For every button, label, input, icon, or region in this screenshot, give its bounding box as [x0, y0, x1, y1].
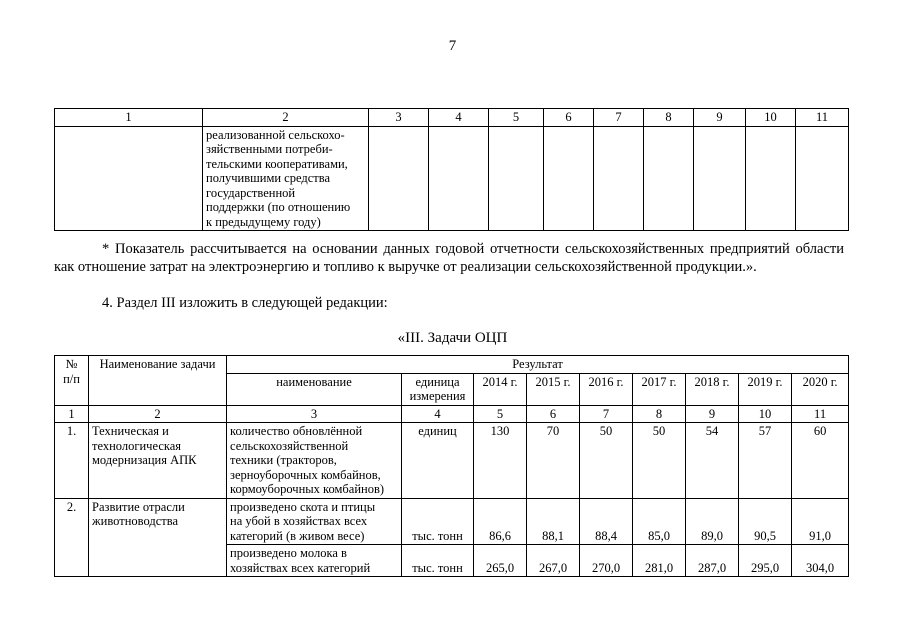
indicator-name: произведено молока в хозяйствах всех категорий	[227, 545, 402, 577]
value-2015: 88,1	[527, 498, 580, 545]
value-2015: 70	[527, 423, 580, 499]
value-2018: 89,0	[686, 498, 739, 545]
value-2020: 60	[792, 423, 849, 499]
row-number: 2.	[55, 498, 89, 577]
column-number: 6	[544, 109, 594, 127]
value-2014: 265,0	[474, 545, 527, 577]
section-instruction: 4. Раздел III изложить в следующей редакции:	[102, 295, 388, 311]
value-2017: 281,0	[633, 545, 686, 577]
continued-indicator-table	[54, 108, 849, 231]
indicator-name: произведено скота и птицы на убой в хозяйствах всех категорий (в живом весе)	[227, 498, 402, 545]
empty-cell	[594, 126, 644, 231]
value-2018: 54	[686, 423, 739, 499]
column-number: 2	[89, 405, 227, 423]
table-header-row	[55, 109, 849, 127]
empty-cell	[544, 126, 594, 231]
value-2020: 91,0	[792, 498, 849, 545]
header-number: № п/п	[55, 356, 89, 406]
empty-cell	[796, 126, 849, 231]
column-number: 4	[402, 405, 474, 423]
empty-cell	[369, 126, 429, 231]
value-2019: 57	[739, 423, 792, 499]
column-number: 10	[746, 109, 796, 127]
unit: тыс. тонн	[402, 498, 474, 545]
column-number-row	[55, 405, 849, 423]
empty-cell	[746, 126, 796, 231]
task-name: Развитие отрасли животноводства	[89, 498, 227, 577]
footnote-paragraph: * Показатель рассчитывается на основании данных годовой отчетности сельскохозяйственных предприятий области как отношение затрат на электроэнергию и топливо к выручке от реализации сельскохозяйственной продукции.».	[54, 241, 844, 275]
page-number: 7	[448, 38, 457, 54]
empty-cell	[429, 126, 489, 231]
row-number: 1.	[55, 423, 89, 499]
column-number: 1	[55, 405, 89, 423]
value-2016: 270,0	[580, 545, 633, 577]
value-2020: 304,0	[792, 545, 849, 577]
empty-cell	[55, 126, 203, 231]
header-indicator-name: наименование	[227, 373, 402, 405]
indicator-name-continued: реализованной сельскохо- зяйственными потреби- тельскими кооперативами, получившими средства государственной поддержки (по отношению к предыдущему году)	[203, 126, 369, 231]
value-2015: 267,0	[527, 545, 580, 577]
column-number: 4	[429, 109, 489, 127]
task-name: Техническая и технологическая модернизация АПК	[89, 423, 227, 499]
table-header-row	[55, 356, 849, 374]
column-number: 3	[369, 109, 429, 127]
column-number: 9	[686, 405, 739, 423]
column-number: 11	[796, 109, 849, 127]
value-2017: 85,0	[633, 498, 686, 545]
value-2019: 295,0	[739, 545, 792, 577]
unit: тыс. тонн	[402, 545, 474, 577]
unit: единиц	[402, 423, 474, 499]
table-row	[55, 423, 849, 499]
value-2016: 50	[580, 423, 633, 499]
header-year: 2016 г.	[580, 373, 633, 405]
column-number: 11	[792, 405, 849, 423]
value-2017: 50	[633, 423, 686, 499]
column-number: 5	[489, 109, 544, 127]
column-number: 7	[580, 405, 633, 423]
header-year: 2017 г.	[633, 373, 686, 405]
column-number: 5	[474, 405, 527, 423]
header-year: 2015 г.	[527, 373, 580, 405]
value-2016: 88,4	[580, 498, 633, 545]
header-unit: единица измерения	[402, 373, 474, 405]
column-number: 10	[739, 405, 792, 423]
header-year: 2020 г.	[792, 373, 849, 405]
column-number: 6	[527, 405, 580, 423]
value-2019: 90,5	[739, 498, 792, 545]
table-row	[55, 498, 849, 545]
column-number: 9	[694, 109, 746, 127]
section-title: «III. Задачи ОЦП	[397, 330, 508, 346]
column-number: 2	[203, 109, 369, 127]
column-number: 8	[644, 109, 694, 127]
column-number: 3	[227, 405, 402, 423]
column-number: 1	[55, 109, 203, 127]
header-year: 2018 г.	[686, 373, 739, 405]
column-number: 8	[633, 405, 686, 423]
value-2014: 86,6	[474, 498, 527, 545]
table-row	[55, 126, 849, 231]
empty-cell	[644, 126, 694, 231]
tasks-table	[54, 355, 849, 577]
empty-cell	[694, 126, 746, 231]
indicator-name: количество обновлённой сельскохозяйственной техники (тракторов, зерноуборочных комбайнов, кормоуборочных комбайнов)	[227, 423, 402, 499]
header-year: 2019 г.	[739, 373, 792, 405]
header-result: Результат	[227, 356, 849, 374]
empty-cell	[489, 126, 544, 231]
value-2014: 130	[474, 423, 527, 499]
value-2018: 287,0	[686, 545, 739, 577]
header-task-name: Наименование задачи	[89, 356, 227, 406]
column-number: 7	[594, 109, 644, 127]
header-year: 2014 г.	[474, 373, 527, 405]
